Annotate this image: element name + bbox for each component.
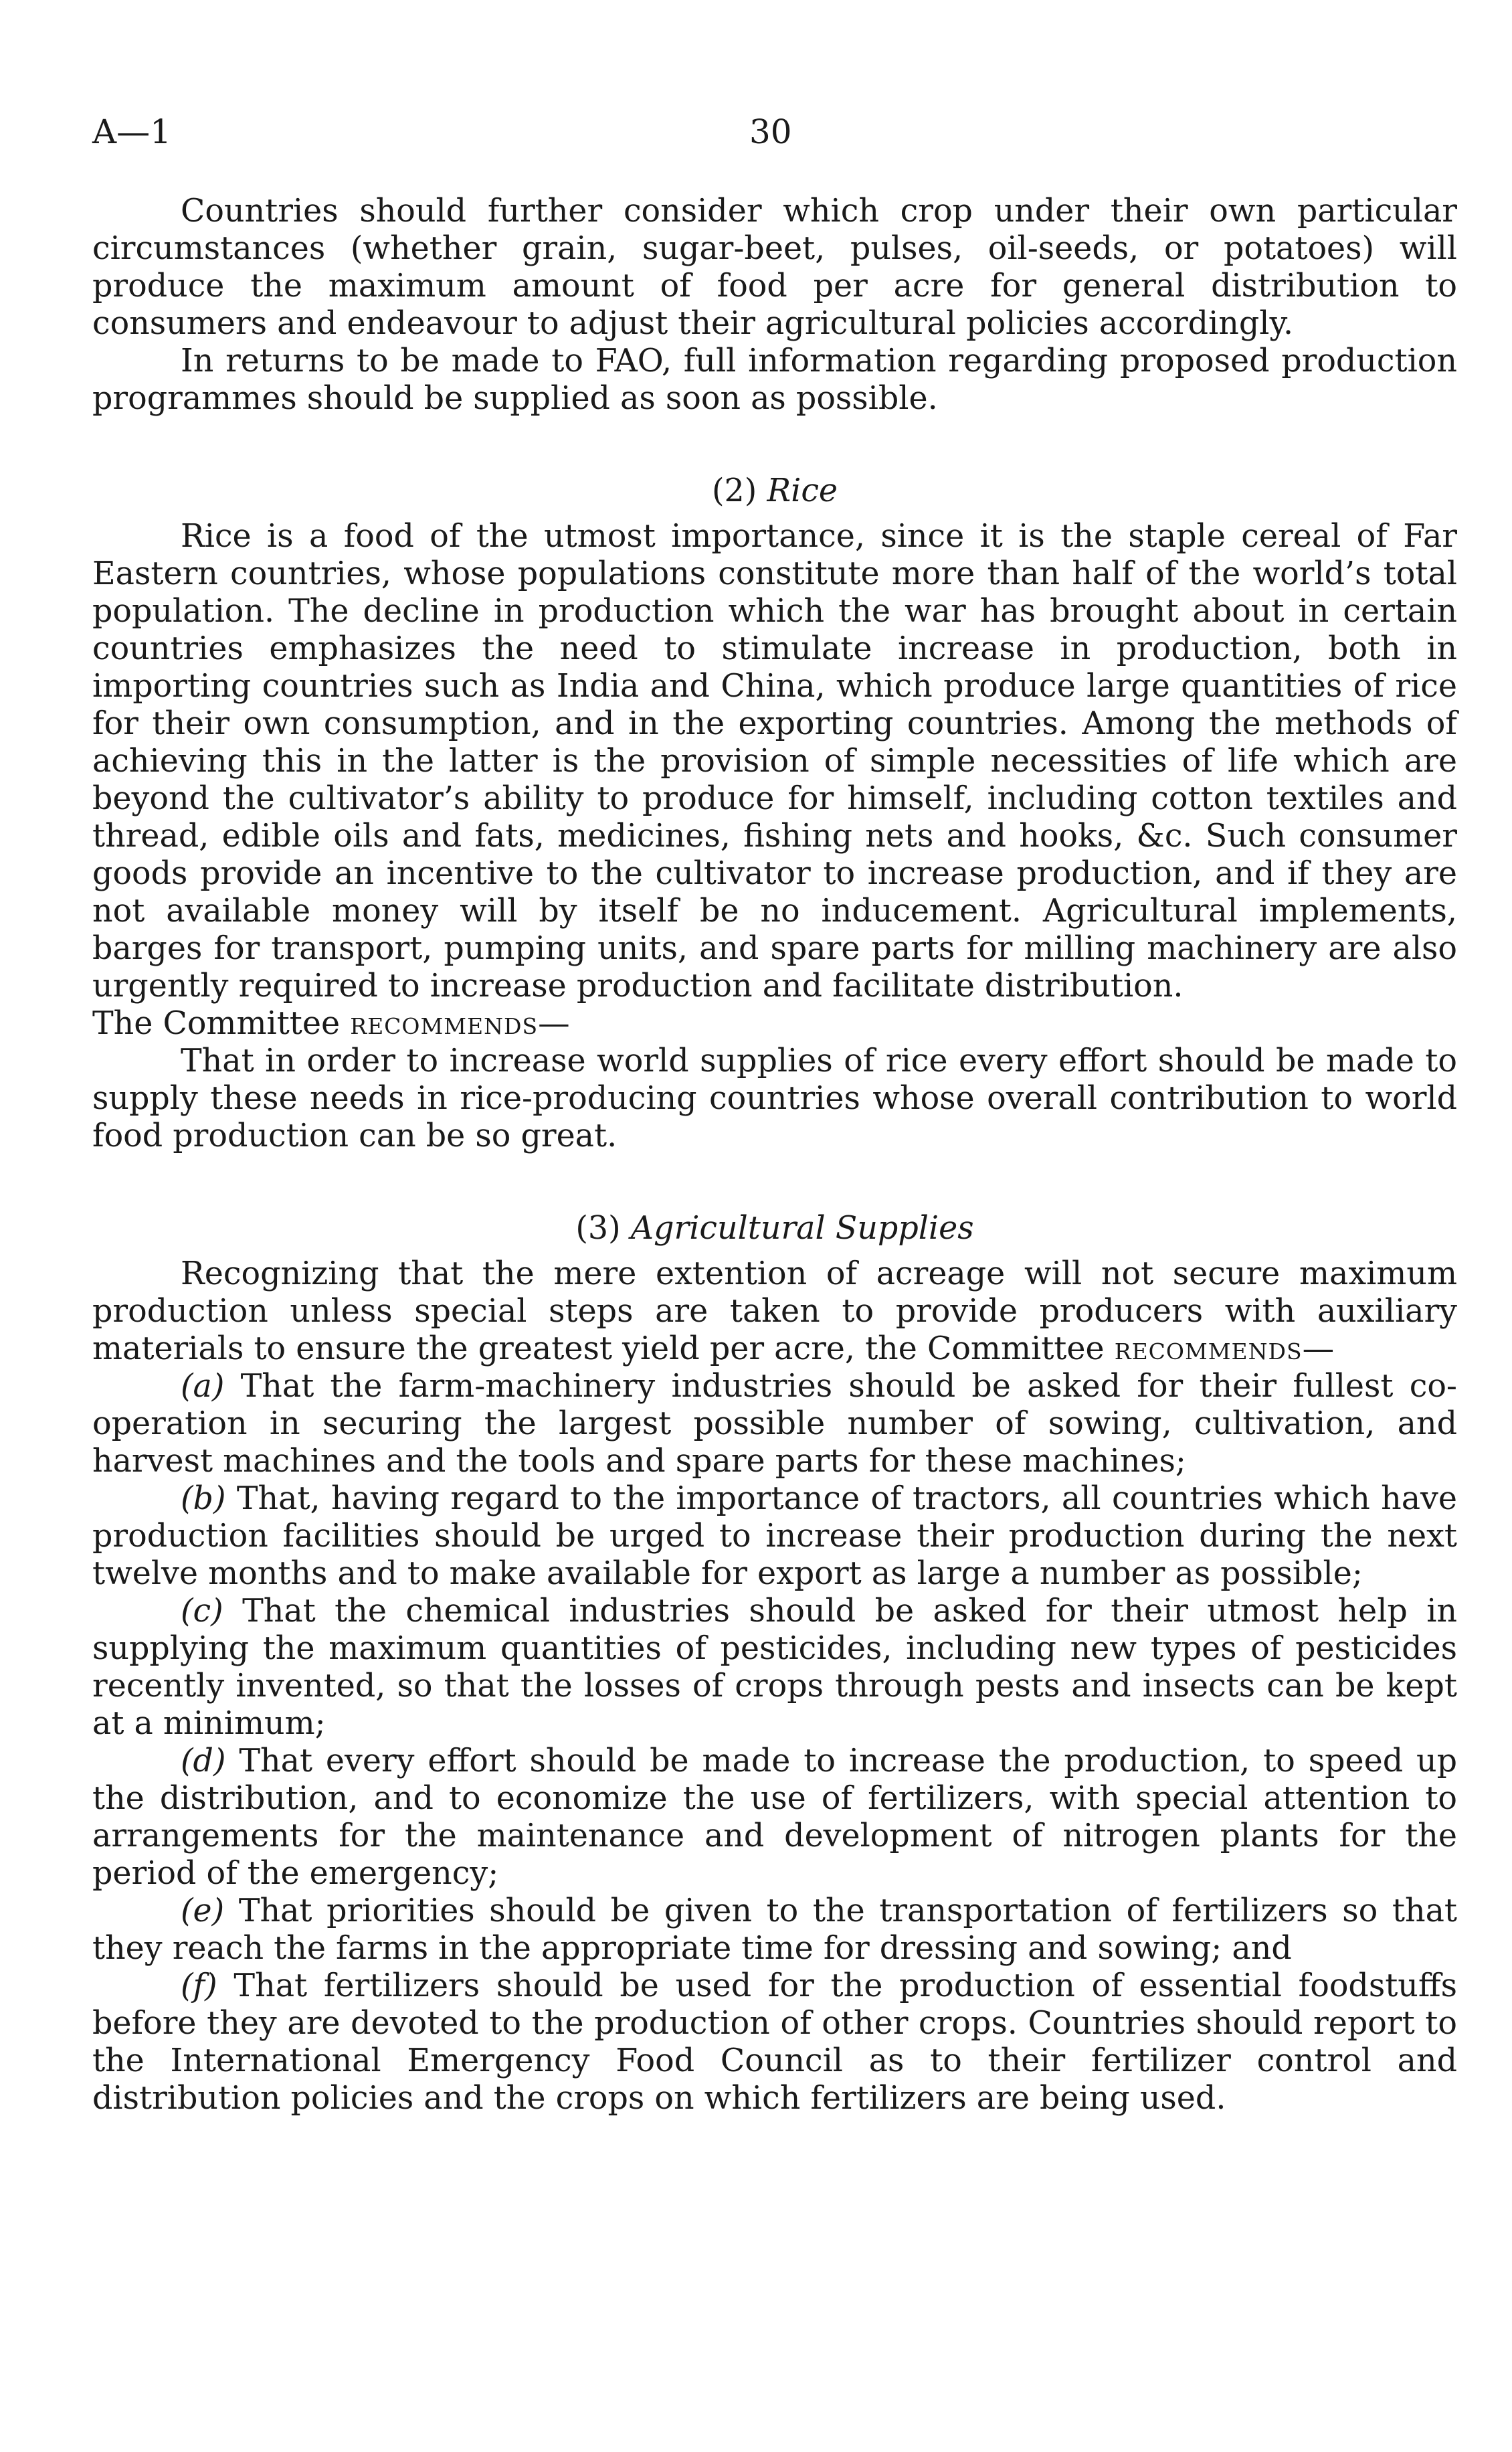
item-letter: (b) [181,1480,226,1517]
item-letter: (c) [181,1593,223,1630]
item-text: That the chemical industries should be asked for their utmost help in supplying the maximum quantities of pesticides, including new types of pesticides recently invented, so that the losses of crops through pests and insects can be kept at a minimum; [92,1593,1457,1742]
document-reference: A—1 [92,112,171,151]
recommendation-item [92,1593,1457,1743]
recommendation-item [92,1368,1457,1480]
committee-prefix: The Committee [92,1005,341,1042]
recommends-label: recommends— [1114,1330,1335,1367]
recommendation-item [92,1480,1457,1593]
section-title: Rice [767,472,838,509]
item-text: That every effort should be made to increase the production, to speed up the distribution, and to economize the use of fertilizers, with special attention to arrangements for the maintenance and development of nitrogen plants for the period of the emergency; [92,1743,1457,1892]
item-text: That priorities should be given to the transportation of fertilizers so that they reach the farms in the appropriate time for dressing and sowing; and [92,1893,1457,1967]
recommendation-item [92,1967,1457,2117]
rice-recommendation: That in order to increase world supplies of rice every effort should be made to supply these needs in rice-producing countries whose overall contribution to world food production can be so great. [92,1043,1457,1154]
committee-recommends-line [92,1005,1457,1043]
item-letter: (d) [181,1743,226,1779]
page-body [92,193,1457,2117]
section-heading-rice [92,472,1457,510]
recommendation-item [92,1893,1457,1967]
page-number: 30 [749,112,792,151]
recommends-label: recommends— [350,1005,571,1042]
item-letter: (a) [181,1368,225,1405]
item-letter: (f) [181,1967,217,2004]
section-title: Agricultural Supplies [630,1210,974,1247]
intro-paragraph-2: In returns to be made to FAO, full information regarding proposed production programmes should be supplied as soon as possible. [92,343,1457,417]
item-text: That fertilizers should be used for the production of essential foodstuffs before they are devoted to the production of other crops. Countries should report to the International Emergency Food Council as to their fertilizer control and distribution policies and the crops on which fertilizers are being used. [92,1967,1457,2117]
section-heading-supplies [92,1210,1457,1247]
recommendation-item [92,1743,1457,1893]
item-letter: (e) [181,1893,225,1929]
supplies-intro [92,1255,1457,1368]
intro-paragraph-1: Countries should further consider which crop under their own particular circumstances (whether grain, sugar-beet, pulses, oil-seeds, or potatoes) will produce the maximum amount of food per acre for general distribution to consumers and endeavour to adjust their agricultural policies accordingly. [92,193,1457,342]
section-number: (2) [711,472,757,509]
section-number: (3) [575,1210,621,1247]
item-text: That, having regard to the importance of tractors, all countries which have production facilities should be urged to increase their production during the next twelve months and to make available for export as large a number as possible; [92,1480,1457,1592]
supplies-intro-text: Recognizing that the mere extention of acreage will not secure maximum production unless special steps are taken to provide producers with auxiliary materials to ensure the greatest yield per acre, the Committee [92,1255,1457,1367]
item-text: That the farm-machinery industries should be asked for their fullest co-operation in securing the largest possible number of sowing, cultivation, and harvest machines and the tools and spare parts for these machines; [92,1368,1457,1480]
rice-paragraph: Rice is a food of the utmost importance, since it is the staple cereal of Far Eastern countries, whose populations constitute more than half of the world’s total population. The decline in production which the war has brought about in certain countries emphasizes the need to stimulate increase in production, both in importing countries such as India and China, which produce large quantities of rice for their own consumption, and in the exporting countries. Among the methods of achieving this in the latter is the provision of simple necessities of life which are beyond the cultivator’s ability to produce for himself, including cotton textiles and thread, edible oils and fats, medicines, fishing nets and hooks, &c. Such consumer goods provide an incentive to the cultivator to increase production, and if they are not available money will by itself be no inducement. Agricultural implements, barges for transport, pumping units, and spare parts for milling machinery are also urgently required to increase production and facilitate distribution. [92,518,1457,1004]
